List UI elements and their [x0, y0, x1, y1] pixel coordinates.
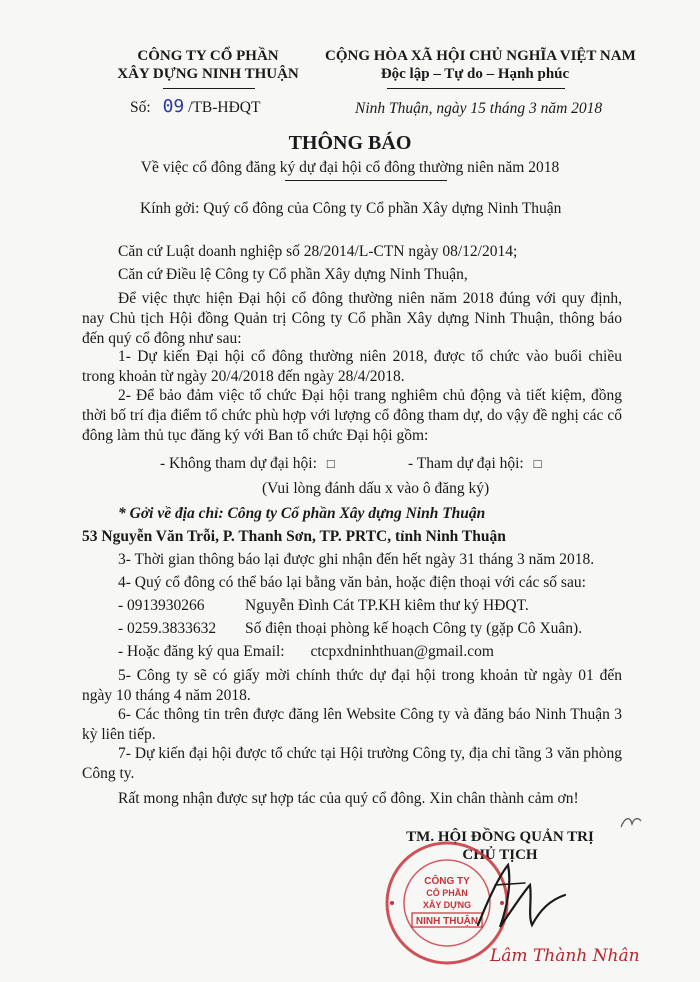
signer-name: Lâm Thành Nhân	[490, 946, 640, 966]
subtitle-underline	[285, 180, 447, 181]
company-underline	[163, 88, 255, 89]
item-1: 1- Dự kiến Đại hội cổ đông thường niên 2018, được tổ chức vào buổi chiều trong khoản từ ngày 20/4/2018 đến ngày 28/4/2018.	[82, 348, 622, 385]
item-4: 4- Quý cổ đông có thể báo lại bằng văn bản, hoặc điện thoại với các số sau:	[118, 574, 586, 591]
motto: Độc lập – Tự do – Hạnh phúc	[380, 66, 570, 82]
phone-2-number: - 0259.3833632	[118, 620, 217, 637]
basis-charter: Căn cứ Điều lệ Công ty Cổ phần Xây dựng Ninh Thuận,	[118, 266, 468, 283]
send-to-address: * Gởi về địa chỉ: Công ty Cổ phần Xây dựng Ninh Thuận	[118, 505, 486, 522]
company-name-line2: XÂY DỰNG NINH THUẬN	[117, 66, 299, 82]
option-not-attend-label: - Không tham dự đại hội:	[160, 455, 317, 472]
phone-1-number: - 0913930266	[118, 597, 205, 614]
mark-instruction: (Vui lòng đánh dấu x vào ô đăng ký)	[262, 480, 490, 497]
email-line	[118, 643, 494, 661]
closing-line: Rất mong nhận được sự hợp tác của quý cổ đông. Xin chân thành cảm ơn!	[118, 790, 579, 807]
email-label: - Hoặc đăng ký qua Email:	[118, 643, 285, 660]
number-suffix: /TB-HĐQT	[188, 99, 261, 116]
motto-underline	[387, 88, 565, 89]
checkbox-not-attend[interactable]: □	[326, 456, 335, 471]
checkbox-attend[interactable]: □	[533, 456, 542, 471]
option-attend-label: - Tham dự đại hội:	[408, 455, 524, 472]
svg-text:XÂY DỰNG: XÂY DỰNG	[422, 900, 472, 910]
initials-mark-icon	[618, 812, 644, 832]
item-5: 5- Công ty sẽ có giấy mời chính thức dự đại hội trong khoản từ ngày 01 đến ngày 10 tháng 4 năm 2018.	[82, 667, 622, 704]
email-address[interactable]: ctcpxdninhthuan@gmail.com	[310, 643, 494, 660]
greeting: Kính gởi: Quý cổ đông của Công ty Cổ phần Xây dựng Ninh Thuận	[140, 200, 562, 217]
option-attend	[408, 455, 541, 473]
svg-text:CÔNG TY: CÔNG TY	[424, 876, 470, 887]
svg-text:CỔ PHẦN: CỔ PHẦN	[426, 888, 468, 898]
document-title: THÔNG BÁO	[288, 132, 412, 154]
signer-title-2: CHỦ TỊCH	[462, 847, 538, 863]
item-6: 6- Các thông tin trên được đăng lên Website Công ty và đăng báo Ninh Thuận 3 kỳ liên tiếp.	[82, 706, 622, 743]
number-value: 09	[162, 96, 185, 117]
phone-2-desc: Số điện thoại phòng kế hoạch Công ty (gặp Cô Xuân).	[245, 620, 583, 637]
phone-1-desc: Nguyễn Đình Cát TP.KH kiêm thư ký HĐQT.	[245, 597, 529, 614]
basis-law: Căn cứ Luật doanh nghiệp số 28/2014/L-CTN ngày 08/12/2014;	[118, 243, 518, 260]
document-number	[130, 96, 260, 117]
option-not-attend	[160, 455, 335, 473]
number-prefix: Số:	[130, 99, 151, 116]
intro-paragraph: Để việc thực hiện Đại hội cổ đông thường niên năm 2018 đúng với quy định, nay Chủ tịch Hội đồng Quản trị Công ty Cổ phần Xây dựng Ninh Thuận, thông báo đến quý cổ đông như sau:	[82, 290, 622, 347]
item-7: 7- Dự kiến đại hội được tổ chức tại Hội trường Công ty, địa chỉ tầng 3 văn phòng Công ty.	[82, 745, 622, 782]
street-address: 53 Nguyễn Văn Trỗi, P. Thanh Sơn, TP. PRTC, tỉnh Ninh Thuận	[82, 528, 506, 545]
item-3: 3- Thời gian thông báo lại được ghi nhận đến hết ngày 31 tháng 3 năm 2018.	[118, 551, 595, 568]
company-name-line1: CÔNG TY CỔ PHẦN	[137, 48, 279, 64]
signature-scribble-icon	[470, 855, 580, 935]
signer-title-1: TM. HỘI ĐỒNG QUẢN TRỊ	[406, 829, 594, 845]
document-subtitle: Về việc cổ đông đăng ký dự đại hội cổ đông thường niên năm 2018	[140, 159, 560, 176]
date-line: Ninh Thuận, ngày 15 tháng 3 năm 2018	[355, 100, 603, 117]
svg-text:NINH THUẬN: NINH THUẬN	[415, 916, 479, 927]
item-2: 2- Để bảo đảm việc tổ chức Đại hội trang nghiêm chủ động và tiết kiệm, đồng thời bố trí địa điểm tổ chức phù hợp với lượng cổ đông tham dự, do vậy đề nghị các cổ đông làm thủ tục đăng ký với Ban tổ chức Đại hội gồm:	[82, 387, 622, 444]
country-header: CỘNG HÒA XÃ HỘI CHỦ NGHĨA VIỆT NAM	[325, 48, 636, 64]
